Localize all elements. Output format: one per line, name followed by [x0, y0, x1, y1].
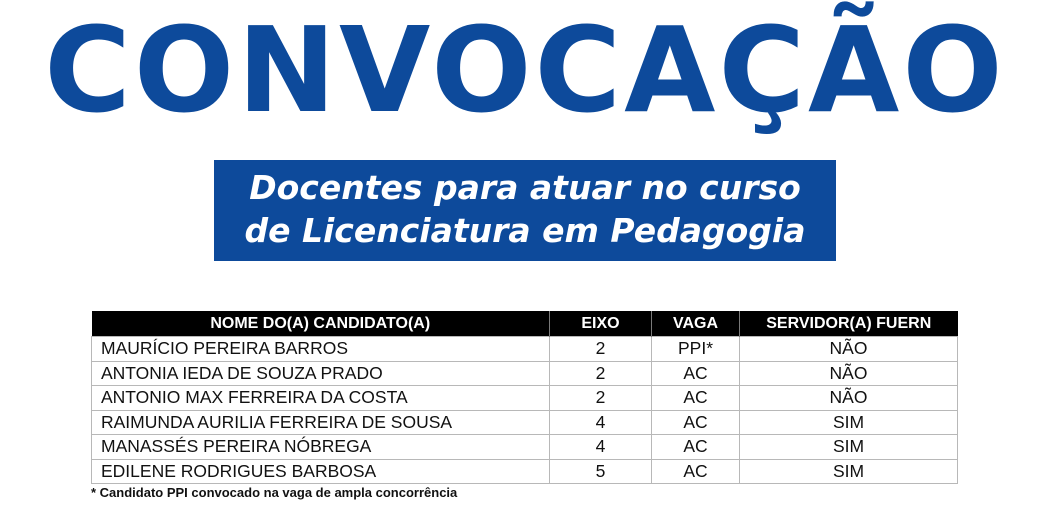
header-eixo: EIXO: [550, 311, 652, 337]
table-header-row: [92, 311, 958, 337]
cell-name: ANTONIA IEDA DE SOUZA PRADO: [92, 361, 550, 386]
subtitle-banner: [214, 160, 836, 261]
cell-vaga: PPI*: [652, 337, 740, 362]
cell-name: MANASSÉS PEREIRA NÓBREGA: [92, 435, 550, 460]
cell-servidor: SIM: [740, 459, 958, 484]
table-row: [92, 386, 958, 411]
cell-servidor: NÃO: [740, 361, 958, 386]
cell-name: EDILENE RODRIGUES BARBOSA: [92, 459, 550, 484]
table-row: [92, 435, 958, 460]
cell-servidor: NÃO: [740, 337, 958, 362]
cell-eixo: 2: [550, 386, 652, 411]
cell-name: ANTONIO MAX FERREIRA DA COSTA: [92, 386, 550, 411]
cell-vaga: AC: [652, 361, 740, 386]
cell-eixo: 2: [550, 361, 652, 386]
cell-vaga: AC: [652, 435, 740, 460]
header-name: NOME DO(A) CANDIDATO(A): [92, 311, 550, 337]
subtitle-line-2: de Licenciatura em Pedagogia: [244, 211, 806, 250]
candidates-table: [91, 311, 958, 484]
cell-name: RAIMUNDA AURILIA FERREIRA DE SOUSA: [92, 410, 550, 435]
cell-eixo: 4: [550, 410, 652, 435]
headline-title: CONVOCAÇÃO: [44, 1, 1006, 139]
cell-vaga: AC: [652, 410, 740, 435]
footnote: * Candidato PPI convocado na vaga de ampla concorrência: [91, 485, 458, 500]
cell-eixo: 5: [550, 459, 652, 484]
cell-eixo: 4: [550, 435, 652, 460]
table-row: [92, 361, 958, 386]
subtitle-line-1: Docentes para atuar no curso: [249, 168, 801, 207]
cell-vaga: AC: [652, 386, 740, 411]
cell-eixo: 2: [550, 337, 652, 362]
cell-servidor: NÃO: [740, 386, 958, 411]
cell-vaga: AC: [652, 459, 740, 484]
cell-servidor: SIM: [740, 435, 958, 460]
table-row: [92, 459, 958, 484]
header-servidor: SERVIDOR(A) FUERN: [740, 311, 958, 337]
table-row: [92, 337, 958, 362]
cell-name: MAURÍCIO PEREIRA BARROS: [92, 337, 550, 362]
cell-servidor: SIM: [740, 410, 958, 435]
table-row: [92, 410, 958, 435]
header-vaga: VAGA: [652, 311, 740, 337]
